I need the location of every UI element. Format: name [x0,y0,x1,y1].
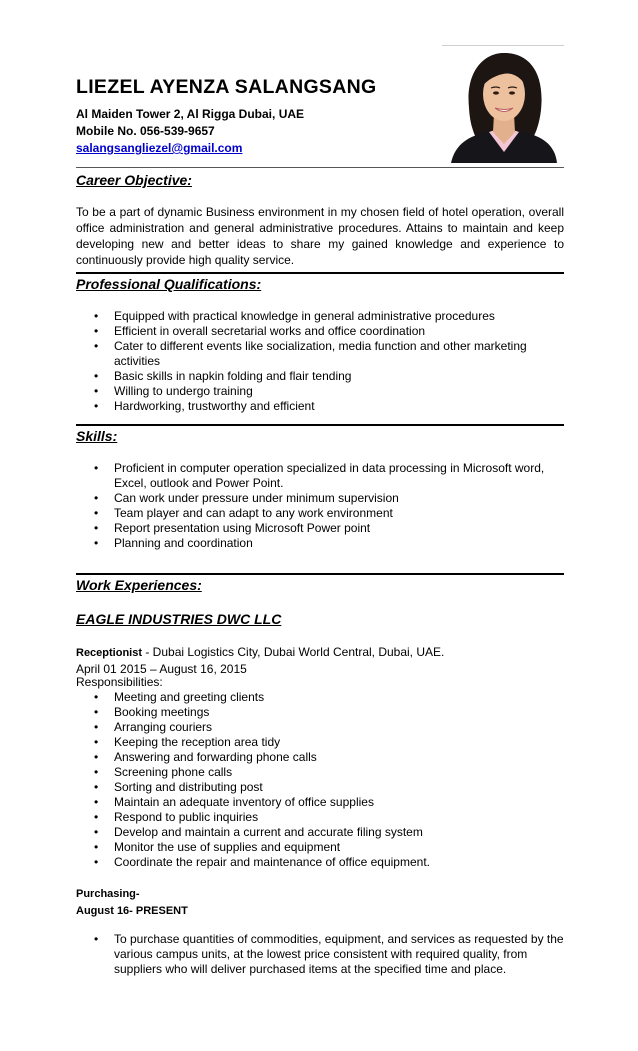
list-item: • Develop and maintain a current and accurate filing system [94,825,423,839]
list-item: • Respond to public inquiries [94,810,259,824]
bullet-glyph: • [94,750,99,764]
bullet-glyph: • [94,765,99,779]
list-item: • Willing to undergo training [94,384,253,398]
skills-heading: Skills: [76,428,118,444]
address: Al Maiden Tower 2, Al Rigga Dubai, UAE [76,107,305,121]
bullet-glyph: • [94,855,99,869]
company-name: EAGLE INDUSTRIES DWC LLC [76,611,282,627]
employment-dates: April 01 2015 – August 16, 2015 [76,662,247,676]
applicant-name: LIEZEL AYENZA SALANGSANG [76,76,377,98]
list-item: • Monitor the use of supplies and equipment [94,840,341,854]
bullet-glyph: • [94,384,99,398]
list-item: • To purchase quantities of commodities, equipment, and services as requested by the various campus units, at the lowest price consistent with required quality, from suppliers who will deliver purchased items at the specified time and place. [94,932,564,976]
list-item: • Arranging couriers [94,720,213,734]
responsibilities-list [76,690,564,870]
work-experiences-divider [76,573,564,575]
photo-top-line [442,45,564,46]
qualifications-divider [76,272,564,274]
list-item: • Answering and forwarding phone calls [94,750,317,764]
header-divider [76,167,564,168]
qualifications-list [76,309,564,414]
list-item: • Meeting and greeting clients [94,690,265,704]
bullet-glyph: • [94,932,99,946]
bullet-glyph: • [94,506,99,520]
list-item: • Keeping the reception area tidy [94,735,281,749]
list-item: • Efficient in overall secretarial works and office coordination [94,324,426,338]
bullet-glyph: • [94,491,99,505]
career-objective-text: To be a part of dynamic Business environment in my chosen field of hotel operation, overall office administration and general administrative procedures. Attains to maintain and keep developing new and better ideas to share my gained knowledge and experience to continuously provide high quality service. [76,205,564,267]
work-experiences-heading: Work Experiences: [76,577,202,593]
bullet-glyph: • [94,536,99,550]
responsibilities-label: Responsibilities: [76,675,163,689]
profile-photo [447,48,561,163]
skills-divider [76,424,564,426]
skills-list [76,461,564,551]
role-location: - Dubai Logistics City, Dubai World Central, Dubai, UAE. [142,645,445,659]
qualifications-heading: Professional Qualifications: [76,276,262,292]
list-item: • Booking meetings [94,705,210,719]
list-item: • Can work under pressure under minimum supervision [94,491,399,505]
bullet-glyph: • [94,795,99,809]
list-item: • Screening phone calls [94,765,233,779]
list-item: • Maintain an adequate inventory of office supplies [94,795,374,809]
bullet-glyph: • [94,705,99,719]
list-item: • Equipped with practical knowledge in general administrative procedures [94,309,495,323]
list-item: • Planning and coordination [94,536,253,550]
mobile-number: Mobile No. 056-539-9657 [76,124,215,138]
bullet-glyph: • [94,309,99,323]
bullet-glyph: • [94,521,99,535]
bullet-glyph: • [94,461,99,475]
purchasing-dates: August 16- PRESENT [76,905,188,917]
bullet-glyph: • [94,324,99,338]
bullet-glyph: • [94,825,99,839]
purchasing-list [76,932,564,977]
list-item: • Coordinate the repair and maintenance of office equipment. [94,855,430,869]
list-item: • Cater to different events like socialization, media function and other marketing activities [94,339,527,368]
bullet-glyph: • [94,399,99,413]
bullet-glyph: • [94,840,99,854]
role-title: Receptionist [76,647,143,659]
list-item: • Basic skills in napkin folding and flair tending [94,369,352,383]
bullet-glyph: • [94,780,99,794]
list-item: • Report presentation using Microsoft Power point [94,521,371,535]
bullet-glyph: • [94,339,99,353]
bullet-glyph: • [94,720,99,734]
bullet-glyph: • [94,735,99,749]
receptionist-role-line [76,645,444,661]
list-item: • Team player and can adapt to any work environment [94,506,393,520]
list-item: • Hardworking, trustworthy and efficient [94,399,315,413]
bullet-glyph: • [94,369,99,383]
bullet-glyph: • [94,690,99,704]
list-item: • Proficient in computer operation specialized in data processing in Microsoft word, Excel, outlook and Power Point. [94,461,545,490]
email-link[interactable]: salangsangliezel@gmail.com [76,141,243,155]
list-item: • Sorting and distributing post [94,780,263,794]
career-objective-heading: Career Objective: [76,172,192,188]
purchasing-title: Purchasing- [76,888,140,900]
bullet-glyph: • [94,810,99,824]
